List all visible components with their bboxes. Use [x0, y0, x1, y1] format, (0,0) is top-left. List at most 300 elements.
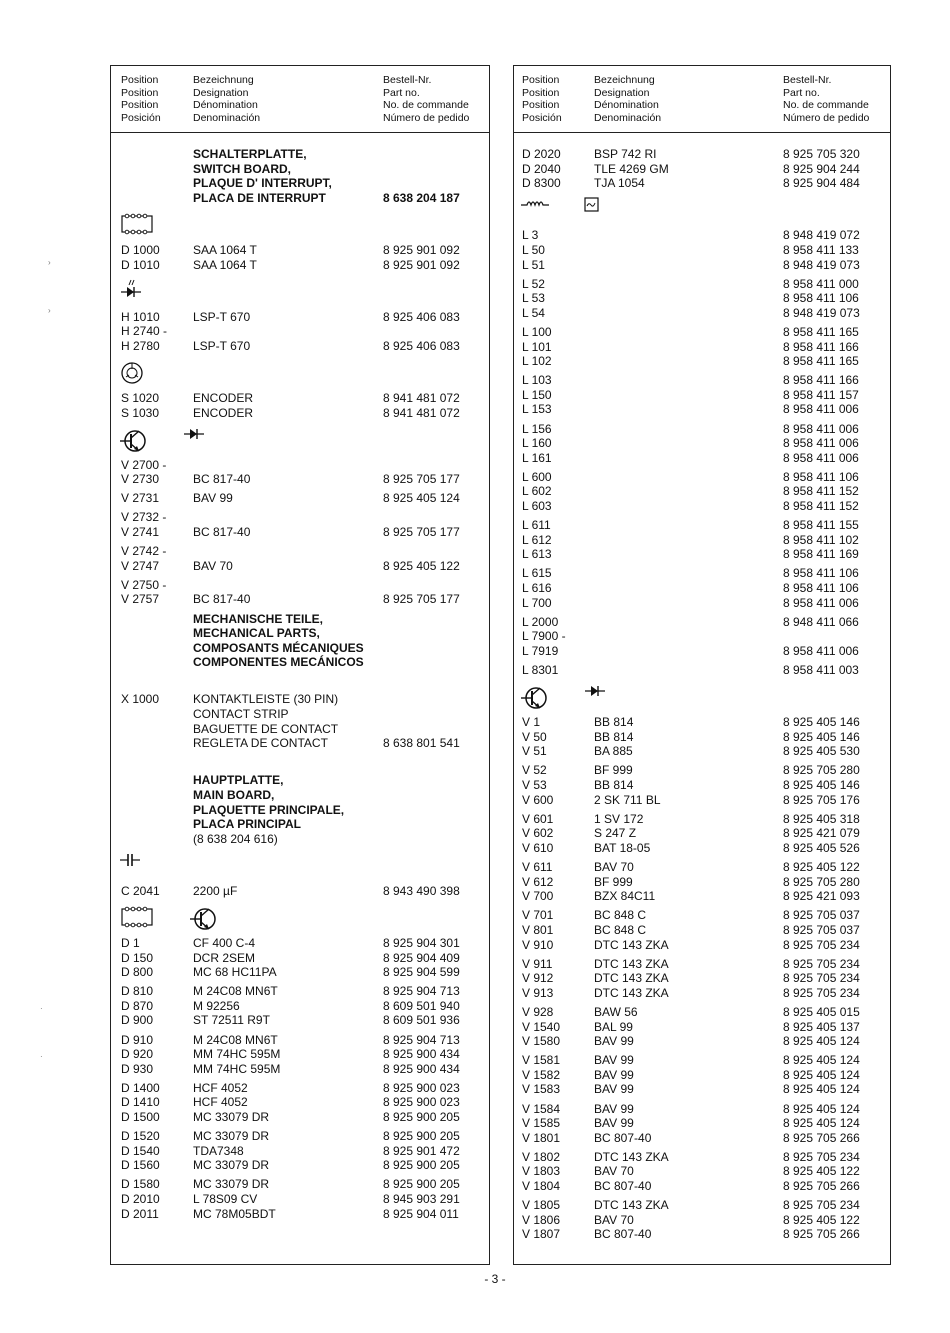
- part-number: 8 925 705 037: [783, 908, 860, 923]
- part-position: V 2742 -: [121, 544, 167, 559]
- part-number: 8 609 501 936: [383, 1013, 460, 1028]
- part-designation: CF 400 C-4: [193, 935, 256, 950]
- part-position: V 1802: [522, 1149, 561, 1164]
- part-position: L 156: [522, 421, 552, 436]
- part-number: 8 925 904 713: [383, 984, 460, 999]
- part-designation: (8 638 204 616): [193, 831, 278, 846]
- part-number: 8 609 501 940: [383, 998, 460, 1013]
- header-part-no: No. de commande: [783, 99, 869, 112]
- part-designation: BC 848 C: [594, 922, 647, 937]
- part-designation: BC 807-40: [594, 1130, 652, 1145]
- part-designation: M 92256: [193, 998, 240, 1013]
- part-position: V 1803: [522, 1164, 561, 1179]
- part-number: 8 958 411 102: [783, 532, 859, 547]
- part-designation: MC 33079 DR: [193, 1110, 270, 1124]
- table-body-right: [514, 132, 890, 1264]
- part-designation: LSP-T 670: [193, 338, 251, 353]
- part-number: 8 925 705 234: [783, 971, 860, 986]
- part-designation: BF 999: [594, 763, 633, 778]
- header-part-no: Part no.: [783, 86, 820, 99]
- part-number: 8 925 405 015: [783, 1004, 860, 1019]
- header-position: Position: [522, 99, 560, 112]
- header-designation: Denominación: [193, 112, 261, 125]
- part-designation: MC 33079 DR: [193, 1158, 270, 1173]
- ic-symbol-icon: [119, 212, 155, 236]
- inductor-symbol-icon: [520, 197, 550, 209]
- part-number: 8 958 411 003: [783, 663, 859, 677]
- part-number: 8 958 411 106: [783, 469, 859, 484]
- part-number: 8 958 411 006: [783, 450, 859, 465]
- part-designation: BAV 70: [594, 1164, 634, 1179]
- part-position: D 1540: [121, 1143, 160, 1158]
- part-number: 8 925 705 266: [783, 1227, 860, 1242]
- part-position: V 1581: [522, 1053, 561, 1068]
- part-designation: S 247 Z: [594, 826, 637, 841]
- part-number: 8 925 421 079: [783, 826, 860, 841]
- part-position: D 2011: [121, 1206, 159, 1221]
- table-body-left: [111, 132, 489, 1264]
- part-position: L 160: [522, 436, 552, 451]
- part-position: H 2780: [121, 338, 160, 353]
- part-position: V 1804: [522, 1179, 561, 1193]
- part-designation: MM 74HC 595M: [193, 1047, 281, 1062]
- part-position: V 601: [522, 811, 554, 826]
- part-number: 8 941 481 072: [383, 405, 460, 420]
- part-position: D 800: [121, 965, 154, 980]
- part-number: 8 925 705 266: [783, 1179, 860, 1193]
- part-designation: BB 814: [594, 729, 634, 744]
- part-number: 8 925 904 301: [383, 935, 460, 950]
- part-designation: MECHANISCHE TEILE,: [193, 611, 324, 626]
- part-number: 8 941 481 072: [383, 390, 460, 405]
- parts-table-left: [110, 65, 490, 1265]
- part-designation: PLAQUE D' INTERRUPT,: [193, 176, 332, 191]
- ic-symbol-icon: [119, 905, 155, 929]
- part-position: V 1585: [522, 1116, 561, 1131]
- part-number: 8 925 705 320: [783, 147, 860, 161]
- part-position: D 150: [121, 950, 154, 965]
- part-designation: KONTAKTLEISTE (30 PIN): [193, 692, 339, 707]
- part-number: 8 958 411 000: [783, 276, 859, 291]
- part-position: S 1030: [121, 405, 160, 420]
- part-position: L 602: [522, 484, 552, 499]
- part-number: 8 925 705 177: [383, 472, 460, 487]
- part-designation: MC 68 HC11PA: [193, 965, 277, 980]
- part-number: 8 958 411 006: [783, 402, 859, 417]
- part-position: V 2741: [121, 525, 160, 539]
- part-designation: BAV 70: [594, 1212, 634, 1227]
- part-number: 8 638 204 187: [383, 190, 460, 205]
- part-designation: HAUPTPLATTE,: [193, 773, 284, 788]
- part-position: V 612: [522, 874, 554, 889]
- header-position: Posición: [522, 112, 562, 125]
- encoder-symbol-icon: [119, 360, 145, 386]
- part-designation: BAGUETTE DE CONTACT: [193, 721, 339, 736]
- margin-mark: ›: [48, 306, 51, 315]
- part-number: 8 925 705 266: [783, 1130, 860, 1145]
- part-position: V 928: [522, 1004, 554, 1019]
- part-position: C 2041: [121, 883, 160, 898]
- part-position: D 870: [121, 998, 154, 1013]
- part-position: V 600: [522, 792, 554, 807]
- part-position: L 616: [522, 581, 552, 595]
- part-number: 8 958 411 006: [783, 436, 859, 451]
- part-designation: DTC 143 ZKA: [594, 985, 669, 1000]
- part-position: L 51: [522, 257, 545, 272]
- part-designation: BAV 99: [594, 1116, 634, 1131]
- part-number: 8 958 411 006: [783, 595, 859, 610]
- part-number: 8 958 411 157: [783, 387, 859, 402]
- part-position: D 1580: [121, 1177, 160, 1192]
- part-position: L 600: [522, 469, 552, 484]
- part-designation: MC 33079 DR: [193, 1177, 270, 1192]
- part-designation: PLAQUETTE PRINCIPALE,: [193, 802, 345, 817]
- part-number: 8 925 904 599: [383, 965, 460, 980]
- part-designation: BAL 99: [594, 1019, 633, 1034]
- part-designation: TLE 4269 GM: [594, 161, 669, 176]
- header-position: Position: [121, 99, 159, 112]
- part-position: L 8301: [522, 663, 559, 677]
- part-position: V 610: [522, 840, 554, 855]
- part-designation: CONTACT STRIP: [193, 707, 289, 721]
- part-position: L 2000: [522, 614, 559, 629]
- part-number: 8 925 405 146: [783, 778, 860, 792]
- part-position: V 50: [522, 729, 547, 744]
- part-position: D 2040: [522, 161, 561, 176]
- part-designation: BC 817-40: [193, 525, 251, 539]
- part-position: V 52: [522, 763, 547, 778]
- part-designation: BAV 99: [594, 1067, 634, 1082]
- part-designation: DTC 143 ZKA: [594, 971, 669, 986]
- part-position: L 613: [522, 547, 552, 562]
- part-position: H 2740 -: [121, 324, 168, 339]
- part-number: 8 925 405 530: [783, 744, 860, 759]
- part-position: V 1584: [522, 1101, 561, 1116]
- header-part-no: No. de commande: [383, 99, 469, 112]
- part-number: 8 925 405 122: [783, 1164, 860, 1179]
- part-position: D 1410: [121, 1095, 160, 1110]
- part-designation: DTC 143 ZKA: [594, 1198, 669, 1213]
- part-number: 8 925 406 083: [383, 309, 460, 324]
- part-position: V 1540: [522, 1019, 561, 1034]
- part-designation: LSP-T 670: [193, 309, 251, 324]
- part-designation: BA 885: [594, 744, 633, 759]
- part-position: D 2020: [522, 147, 561, 161]
- part-designation: SCHALTERPLATTE,: [193, 147, 307, 161]
- part-number: 8 925 405 146: [783, 729, 860, 744]
- part-number: 8 958 411 169: [783, 547, 859, 562]
- part-number: 8 925 900 205: [383, 1177, 460, 1192]
- part-designation: TJA 1054: [594, 176, 645, 191]
- part-number: 8 925 900 434: [383, 1061, 460, 1076]
- part-designation: BAV 70: [594, 860, 634, 874]
- part-number: 8 958 411 106: [783, 291, 859, 306]
- part-number: 8 958 411 166: [783, 339, 859, 354]
- part-designation: MM 74HC 595M: [193, 1061, 281, 1076]
- part-designation: TDA7348: [193, 1143, 244, 1158]
- part-number: 8 925 405 124: [783, 1034, 860, 1049]
- part-position: V 2731: [121, 491, 160, 506]
- header-designation: Dénomination: [594, 99, 659, 112]
- part-number: 8 925 405 122: [783, 860, 860, 874]
- part-number: 8 948 419 072: [783, 228, 860, 243]
- part-designation: DCR 2SEM: [193, 950, 256, 965]
- part-position: L 54: [522, 305, 545, 320]
- part-number: 8 925 705 280: [783, 874, 860, 889]
- part-designation: BZX 84C11: [594, 889, 656, 904]
- header-position: Position: [522, 86, 560, 99]
- parts-table-right: [513, 65, 891, 1265]
- part-number: 8 925 901 472: [383, 1143, 460, 1158]
- part-designation: DTC 143 ZKA: [594, 1149, 669, 1164]
- part-number: 8 958 411 006: [783, 421, 859, 436]
- part-number: 8 925 405 124: [783, 1116, 860, 1131]
- part-position: D 900: [121, 1013, 154, 1028]
- part-position: L 612: [522, 532, 552, 547]
- part-designation: ENCODER: [193, 390, 254, 405]
- part-position: V 51: [522, 744, 547, 759]
- filter-symbol-icon: [584, 197, 600, 213]
- part-number: 8 925 900 205: [383, 1110, 460, 1124]
- header-part-no: Número de pedido: [383, 112, 470, 125]
- part-position: V 2747: [121, 558, 160, 573]
- part-position: H 1010: [121, 309, 160, 324]
- part-designation: BAV 99: [594, 1101, 634, 1116]
- part-position: V 1805: [522, 1198, 561, 1213]
- part-number: 8 925 705 280: [783, 763, 860, 778]
- part-designation: SAA 1064 T: [193, 257, 257, 272]
- transistor-symbol-icon: [119, 427, 149, 455]
- part-position: L 611: [522, 518, 551, 533]
- part-position: L 7900 -: [522, 629, 566, 644]
- transistor-symbol-icon: [520, 684, 550, 712]
- part-number: 8 925 904 011: [383, 1206, 459, 1221]
- part-number: 8 945 903 291: [383, 1192, 460, 1206]
- diode-symbol-icon: [183, 427, 205, 441]
- part-designation: DTC 143 ZKA: [594, 956, 669, 971]
- part-position: V 912: [522, 971, 554, 986]
- part-number: 8 925 705 234: [783, 956, 860, 971]
- part-position: D 910: [121, 1032, 154, 1047]
- part-number: 8 958 411 166: [783, 373, 859, 388]
- part-number: 8 925 705 177: [383, 592, 460, 607]
- part-number: 8 948 419 073: [783, 305, 860, 320]
- part-position: L 150: [522, 387, 552, 402]
- part-number: 8 943 490 398: [383, 883, 460, 898]
- part-position: D 810: [121, 984, 154, 999]
- part-designation: BB 814: [594, 715, 634, 730]
- part-number: 8 925 405 124: [383, 491, 460, 506]
- part-position: V 1: [522, 715, 541, 730]
- page-number: - 3 -: [484, 1272, 506, 1286]
- part-number: 8 958 411 133: [783, 242, 859, 257]
- part-position: V 2730: [121, 472, 160, 487]
- part-position: V 1582: [522, 1067, 561, 1082]
- part-position: V 911: [522, 956, 553, 971]
- part-position: D 1520: [121, 1129, 160, 1144]
- part-position: V 1807: [522, 1227, 561, 1242]
- table-header-right: [514, 66, 890, 133]
- part-designation: MC 33079 DR: [193, 1129, 270, 1144]
- part-position: D 1560: [121, 1158, 160, 1173]
- header-designation: Denominación: [594, 112, 662, 125]
- part-number: 8 958 411 165: [783, 324, 859, 339]
- part-designation: COMPONENTES MECÁNICOS: [193, 655, 364, 670]
- part-position: L 101: [522, 339, 552, 354]
- part-position: V 910: [522, 937, 554, 952]
- part-number: 8 958 411 006: [783, 643, 859, 658]
- part-designation: BSP 742 RI: [594, 147, 657, 161]
- part-number: 8 925 904 244: [783, 161, 860, 176]
- part-number: 8 925 705 234: [783, 1198, 860, 1213]
- part-designation: COMPOSANTS MÉCANIQUES: [193, 640, 364, 655]
- part-number: 8 925 405 137: [783, 1019, 860, 1034]
- part-number: 8 925 406 083: [383, 338, 460, 353]
- header-position: Posición: [121, 112, 161, 125]
- part-number: 8 948 411 066: [783, 614, 859, 629]
- header-designation: Designation: [193, 86, 249, 99]
- part-number: 8 925 904 713: [383, 1032, 460, 1047]
- header-part-no: Part no.: [383, 86, 420, 99]
- transistor-symbol-icon: [189, 905, 219, 933]
- part-designation: M 24C08 MN6T: [193, 984, 278, 999]
- part-number: 8 925 705 234: [783, 985, 860, 1000]
- part-number: 8 925 405 124: [783, 1082, 860, 1097]
- part-number: 8 958 411 106: [783, 581, 859, 595]
- part-designation: SAA 1064 T: [193, 242, 257, 257]
- part-position: L 50: [522, 242, 545, 257]
- part-number: 8 925 421 093: [783, 889, 860, 904]
- part-position: V 2732 -: [121, 510, 167, 525]
- part-number: 8 958 411 152: [783, 499, 859, 513]
- header-part-no: Número de pedido: [783, 112, 870, 125]
- part-designation: ST 72511 R9T: [193, 1013, 270, 1028]
- part-position: L 153: [522, 402, 552, 417]
- part-designation: PLACA PRINCIPAL: [193, 817, 301, 832]
- part-number: 8 958 411 106: [783, 566, 859, 581]
- part-designation: MC 78M05BDT: [193, 1206, 276, 1221]
- part-designation: BC 807-40: [594, 1179, 652, 1193]
- part-designation: BC 817-40: [193, 472, 251, 487]
- header-designation: Bezeichnung: [594, 74, 655, 86]
- part-designation: 1 SV 172: [594, 811, 644, 826]
- part-number: 8 925 900 023: [383, 1080, 460, 1095]
- part-number: 8 925 705 176: [783, 792, 860, 807]
- header-position: Position: [121, 74, 159, 86]
- part-position: S 1020: [121, 390, 160, 405]
- header-designation: Bezeichnung: [193, 74, 254, 86]
- part-position: L 100: [522, 324, 552, 339]
- margin-mark: ·: [40, 1004, 43, 1013]
- part-position: L 103: [522, 373, 552, 388]
- part-position: V 913: [522, 985, 554, 1000]
- part-number: 8 958 411 165: [783, 354, 859, 369]
- part-number: 8 925 904 484: [783, 176, 860, 191]
- part-position: L 700: [522, 595, 552, 610]
- part-position: V 700: [522, 889, 554, 904]
- part-position: L 615: [522, 566, 552, 581]
- part-position: D 8300: [522, 176, 561, 191]
- part-number: 8 948 419 073: [783, 257, 860, 272]
- margin-mark: ›: [48, 258, 51, 267]
- part-number: 8 925 900 205: [383, 1158, 460, 1173]
- part-position: D 920: [121, 1047, 154, 1062]
- part-designation: SWITCH BOARD,: [193, 161, 291, 176]
- part-number: 8 958 411 155: [783, 518, 859, 533]
- part-number: 8 925 405 124: [783, 1067, 860, 1082]
- part-position: D 1500: [121, 1110, 160, 1124]
- table-header-left: [111, 66, 489, 133]
- part-number: 8 925 705 234: [783, 1149, 860, 1164]
- part-designation: MECHANICAL PARTS,: [193, 626, 320, 641]
- header-position: Position: [522, 74, 560, 86]
- part-number: 8 925 405 122: [783, 1212, 860, 1227]
- part-number: 8 925 405 146: [783, 715, 860, 730]
- header-position: Position: [121, 86, 159, 99]
- header-part-no: Bestell-Nr.: [383, 74, 432, 86]
- part-position: D 930: [121, 1061, 154, 1076]
- part-designation: HCF 4052: [193, 1095, 248, 1110]
- part-number: 8 925 405 526: [783, 840, 860, 855]
- part-designation: BAV 99: [193, 491, 233, 506]
- part-designation: ENCODER: [193, 405, 254, 420]
- part-position: D 1: [121, 935, 140, 950]
- led-symbol-icon: [119, 279, 143, 299]
- part-number: 8 638 801 541: [383, 736, 460, 751]
- header-designation: Designation: [594, 86, 650, 99]
- part-designation: BC 848 C: [594, 908, 647, 923]
- part-position: L 603: [522, 499, 552, 513]
- header-part-no: Bestell-Nr.: [783, 74, 832, 86]
- part-designation: BAV 99: [594, 1053, 634, 1068]
- part-designation: 2200 µF: [193, 883, 238, 898]
- part-number: 8 925 405 124: [783, 1101, 860, 1116]
- part-position: L 161: [522, 450, 552, 465]
- part-designation: L 78S09 CV: [193, 1192, 258, 1206]
- part-number: 8 925 405 122: [383, 558, 460, 573]
- part-position: X 1000: [121, 692, 160, 707]
- header-designation: Dénomination: [193, 99, 258, 112]
- part-designation: BAV 99: [594, 1034, 634, 1049]
- part-designation: BC 817-40: [193, 592, 251, 607]
- part-number: 8 925 901 092: [383, 257, 460, 272]
- part-position: V 801: [522, 922, 554, 937]
- part-designation: BAV 70: [193, 558, 233, 573]
- part-position: V 701: [522, 908, 554, 923]
- part-number: 8 925 900 434: [383, 1047, 460, 1062]
- part-position: D 1000: [121, 242, 160, 257]
- part-number: 8 925 901 092: [383, 242, 460, 257]
- part-position: L 7919: [522, 643, 559, 658]
- part-number: 8 925 705 037: [783, 922, 860, 937]
- part-position: V 602: [522, 826, 554, 841]
- part-designation: REGLETA DE CONTACT: [193, 736, 328, 751]
- part-number: 8 958 411 152: [783, 484, 859, 499]
- part-number: 8 925 705 234: [783, 937, 860, 952]
- part-position: V 2700 -: [121, 457, 167, 472]
- part-designation: DTC 143 ZKA: [594, 937, 669, 952]
- part-position: L 102: [522, 354, 552, 369]
- part-designation: BB 814: [594, 778, 634, 792]
- part-designation: PLACA DE INTERRUPT: [193, 190, 326, 205]
- part-number: 8 925 405 318: [783, 811, 860, 826]
- part-designation: BF 999: [594, 874, 633, 889]
- part-number: 8 925 900 205: [383, 1129, 460, 1144]
- diode-symbol-icon: [584, 684, 606, 698]
- part-number: 8 925 900 023: [383, 1095, 460, 1110]
- part-position: V 1806: [522, 1212, 561, 1227]
- part-position: L 53: [522, 291, 545, 306]
